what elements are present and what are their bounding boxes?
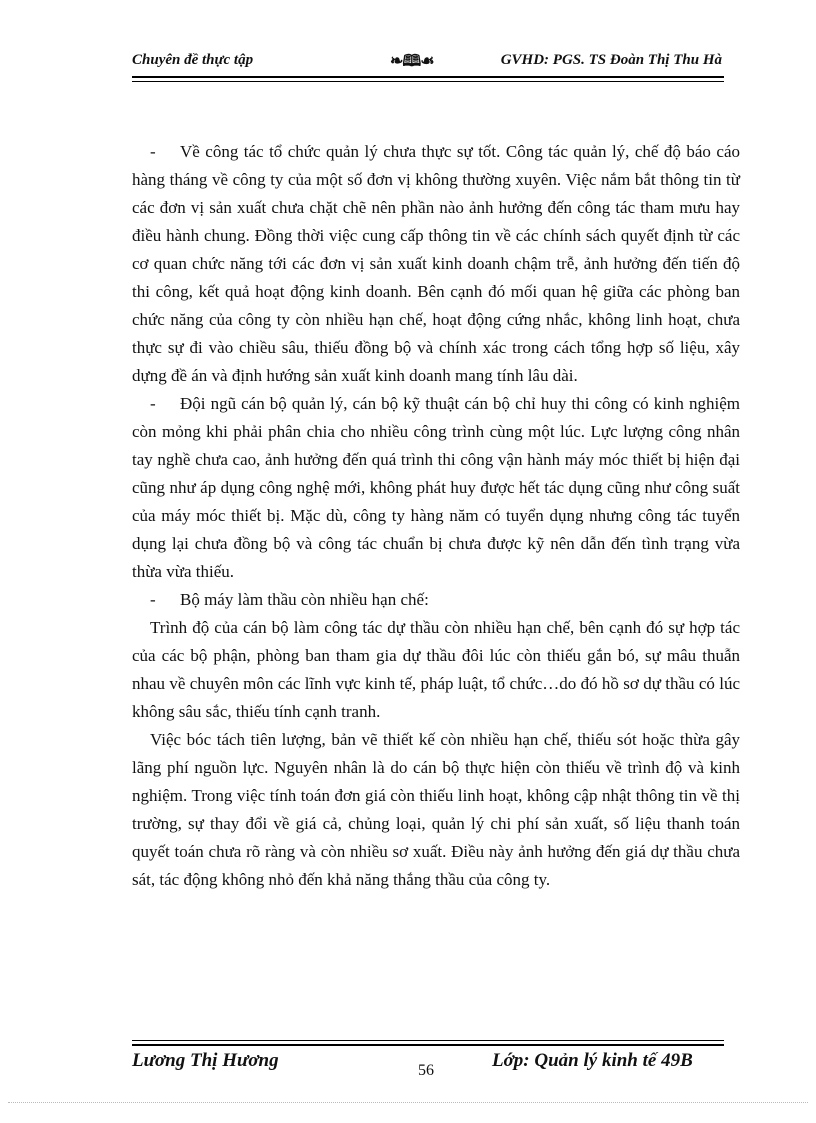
paragraph-estimation: Việc bóc tách tiên lượng, bản vẽ thiết kế còn nhiều hạn chế, thiếu sót hoặc thừa gây lãng phí nguồn lực. Nguyên nhân là do cán bộ thực hiện còn thiếu về trình độ và kinh nghiệm. Trong việc tính toán đơn giá còn thiếu linh hoạt, không cập nhật thông tin về thị trường, sự thay đổi về giá cả, chủng loại, quản lý chi phí sản xuất, số liệu thanh toán quyết toán chưa rõ ràng và còn nhiều sơ xuất. Điều này ảnh hưởng đến giá dự thầu chưa sát, tác động không nhỏ đến khả năng thắng thầu của công ty. [132, 730, 740, 889]
page-body [132, 138, 740, 894]
paragraph-text: Đội ngũ cán bộ quản lý, cán bộ kỹ thuật cán bộ chỉ huy thi công có kinh nghiệm còn mỏng khi phải phân chia cho nhiều công trình cùng một lúc. Lực lượng công nhân tay nghề chưa cao, ảnh hưởng đến quá trình thi công vận hành máy móc thiết bị hiện đại cũng như áp dụng công nghệ mới, không phát huy được hết tác dụng cũng như công suất của máy móc thiết bị. Mặc dù, công ty hàng năm có tuyển dụng nhưng công tác tuyển dụng lại chưa đồng bộ và công tác chuẩn bị chưa được kỹ nên dẫn đến tình trạng vừa thừa vừa thiếu. [132, 394, 740, 581]
paragraph-text: Về công tác tổ chức quản lý chưa thực sự tốt. Công tác quản lý, chế độ báo cáo hàng tháng về công ty của một số đơn vị không thường xuyên. Việc nắm bắt thông tin từ các đơn vị sản xuất chưa chặt chẽ nên phần nào ảnh hưởng đến công tác tham mưu hay điều hành chung. Đồng thời việc cung cấp thông tin về các chính sách quyết định từ các cơ quan chức năng tới các đơn vị sản xuất kinh doanh chậm trễ, ảnh hưởng đến tiến độ thi công, kết quả hoạt động kinh doanh. Bên cạnh đó mối quan hệ giữa các phòng ban chức năng của công ty còn nhiều hạn chế, hoạt động cứng nhắc, không linh hoạt, chưa thực sự đi vào chiều sâu, thiếu đồng bộ và chính xác trong cách tổng hợp số liệu, xây dựng đề án và định hướng sản xuất kinh doanh mang tính lâu dài. [132, 142, 740, 385]
footer-author: Lương Thị Hương [132, 1050, 279, 1071]
paragraph-staff [132, 390, 740, 586]
footer-rule [132, 1044, 724, 1046]
footer-rule-thin [132, 1040, 724, 1041]
footer-class: Lớp: Quản lý kinh tế 49B [492, 1050, 693, 1071]
paragraph-text: Bộ máy làm thầu còn nhiều hạn chế: [180, 590, 429, 609]
bullet-dash: - [150, 590, 156, 609]
header-ornament-icon: ❧🕮☙ [390, 53, 434, 70]
header-supervisor: GVHD: PGS. TS Đoàn Thị Thu Hà [500, 52, 722, 68]
page-header [132, 50, 722, 76]
bullet-dash: - [150, 142, 156, 161]
bullet-dash: - [150, 394, 156, 413]
paragraph-bidding-skills: Trình độ của cán bộ làm công tác dự thầu còn nhiều hạn chế, bên cạnh đó sự hợp tác của các bộ phận, phòng ban tham gia dự thầu đôi lúc còn thiếu gắn bó, sự mâu thuẫn nhau về chuyên môn các lĩnh vực kinh tế, pháp luật, tổ chức…do đó hồ sơ dự thầu có lúc không sâu sắc, thiếu tính cạnh tranh. [132, 618, 740, 721]
paragraph-bidding-apparatus [132, 586, 740, 614]
header-rule [132, 76, 724, 78]
header-rule-thin [132, 81, 724, 82]
page-bottom-dotted-line [8, 1102, 808, 1103]
header-subject: Chuyên đề thực tập [132, 52, 254, 68]
paragraph-management [132, 138, 740, 390]
page-number: 56 [418, 1062, 434, 1079]
